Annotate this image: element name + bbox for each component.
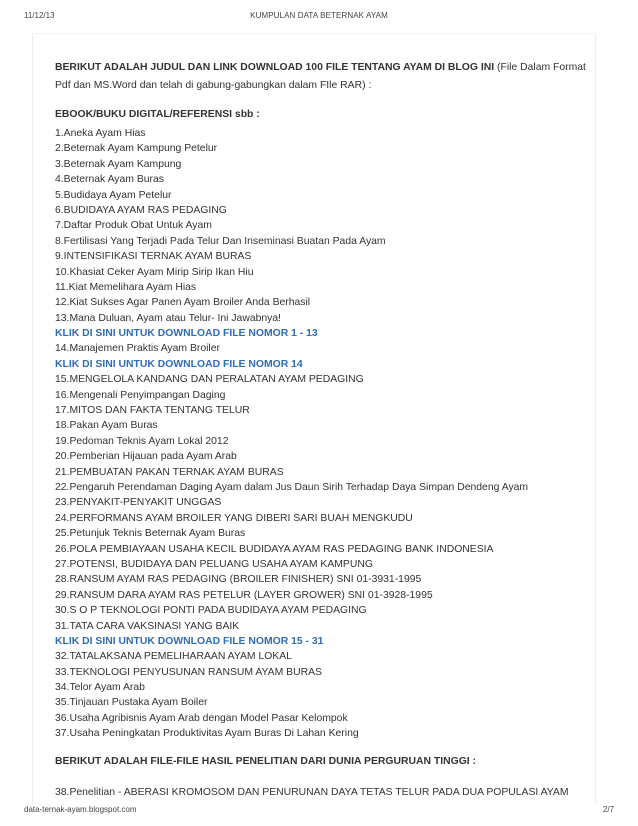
list-item: 37.Usaha Peningkatan Produktivitas Ayam Buras Di Lahan Kering xyxy=(55,728,359,740)
list-item: 4.Beternak Ayam Buras xyxy=(55,174,164,186)
page-number: 2/7 xyxy=(602,805,614,814)
footer-url: data-ternak-ayam.blogspot.com xyxy=(24,805,137,814)
download-link[interactable]: KLIK DI SINI UNTUK DOWNLOAD FILE NOMOR 14 xyxy=(55,358,303,370)
list-item: 35.Tinjauan Pustaka Ayam Boiler xyxy=(55,697,208,709)
print-title: KUMPULAN DATA BETERNAK AYAM xyxy=(250,11,388,20)
list-item: 9.INTENSIFIKASI TERNAK AYAM BURAS xyxy=(55,251,252,263)
list-item: 8.Fertilisasi Yang Terjadi Pada Telur Dan Inseminasi Buatan Pada Ayam xyxy=(55,235,386,247)
list-item: 22.Pengaruh Perendaman Daging Ayam dalam Jus Daun Sirih Terhadap Daya Simpan Dendeng Ayam xyxy=(55,481,529,493)
list-item: 11.Kiat Memelihara Ayam Hias xyxy=(55,281,197,293)
intro-bold: BERIKUT ADALAH JUDUL DAN LINK DOWNLOAD 100 FILE TENTANG AYAM DI BLOG INI xyxy=(55,62,495,73)
list-item: 1.Aneka Ayam Hias xyxy=(55,128,146,139)
list-item: 24.PERFORMANS AYAM BROILER YANG DIBERI SARI BUAH MENGKUDU xyxy=(55,512,413,524)
list-item: 19.Pedoman Teknis Ayam Lokal 2012 xyxy=(55,435,229,447)
intro-paragraph xyxy=(55,59,595,95)
section-gap xyxy=(55,773,595,785)
list-item: 2.Beternak Ayam Kampung Petelur xyxy=(55,143,218,155)
list-item: 29.RANSUM DARA AYAM RAS PETELUR (LAYER GROWER) SNI 01-3928-1995 xyxy=(55,589,433,601)
list-item: 28.RANSUM AYAM RAS PEDAGING (BROILER FINISHER) SNI 01-3931-1995 xyxy=(55,574,422,586)
list-item: 20.Pemberian Hijauan pada Ayam Arab xyxy=(55,451,237,463)
list-item: 3.Beternak Ayam Kampung xyxy=(55,158,182,170)
list-item: 16.Mengenali Penyimpangan Daging xyxy=(55,389,226,401)
list-item: 10.Khasiat Ceker Ayam Mirip Sirip Ikan Hiu xyxy=(55,266,254,278)
list-item: 27.POTENSI, BUDIDAYA DAN PELUANG USAHA AYAM KAMPUNG xyxy=(55,558,373,570)
list-item: 34.Telor Ayam Arab xyxy=(55,682,145,694)
list-item: 31.TATA CARA VAKSINASI YANG BAIK xyxy=(55,620,240,632)
section-gap xyxy=(55,742,595,754)
list-item: 7.Daftar Produk Obat Untuk Ayam xyxy=(55,220,212,232)
list-item: 18.Pakan Ayam Buras xyxy=(55,420,158,432)
print-header xyxy=(24,11,614,23)
list-item: 32.TATALAKSANA PEMELIHARAAN AYAM LOKAL xyxy=(55,651,292,663)
list-item: 15.MENGELOLA KANDANG DAN PERALATAN AYAM PEDAGING xyxy=(55,374,364,386)
download-link[interactable]: KLIK DI SINI UNTUK DOWNLOAD FILE NOMOR 1 - 13 xyxy=(55,328,318,340)
list-item: 6.BUDIDAYA AYAM RAS PEDAGING xyxy=(55,204,227,216)
list-item: 36.Usaha Agribisnis Ayam Arab dengan Model Pasar Kelompok xyxy=(55,712,348,724)
list-item: 26.POLA PEMBIAYAAN USAHA KECIL BUDIDAYA AYAM RAS PEDAGING BANK INDONESIA xyxy=(55,543,494,555)
print-date: 11/12/13 xyxy=(24,11,55,20)
research-list xyxy=(55,785,595,800)
list-item: 23.PENYAKIT-PENYAKIT UNGGAS xyxy=(55,497,222,509)
ebook-heading: EBOOK/BUKU DIGITAL/REFERENSI sbb : xyxy=(55,109,260,120)
list-item: 14.Manajemen Praktis Ayam Broiler xyxy=(55,343,220,355)
list-item: 25.Petunjuk Teknis Beternak Ayam Buras xyxy=(55,528,246,540)
list-item: 21.PEMBUATAN PAKAN TERNAK AYAM BURAS xyxy=(55,466,284,478)
list-item: 12.Kiat Sukses Agar Panen Ayam Broiler Anda Berhasil xyxy=(55,297,311,309)
download-link[interactable]: KLIK DI SINI UNTUK DOWNLOAD FILE NOMOR 15 - 31 xyxy=(55,635,324,647)
list-item: 33.TEKNOLOGI PENYUSUNAN RANSUM AYAM BURAS xyxy=(55,666,322,678)
list-item: 38.Penelitian - ABERASI KROMOSOM DAN PENURUNAN DAYA TETAS TELUR PADA DUA POPULASI AYAM xyxy=(55,786,569,798)
print-footer xyxy=(24,805,614,817)
intro-normal: (File Dalam Format Pdf dan MS.Word dan telah di gabung-gabungkan dalam FIle RAR) : xyxy=(55,62,586,91)
article-content xyxy=(55,59,595,800)
ebook-list xyxy=(55,126,595,742)
list-item: 5.Budidaya Ayam Petelur xyxy=(55,189,172,201)
list-item: 17.MITOS DAN FAKTA TENTANG TELUR xyxy=(55,405,250,417)
list-item: 13.Mana Duluan, Ayam atau Telur- Ini Jawabnya! xyxy=(55,312,282,324)
research-heading: BERIKUT ADALAH FILE-FILE HASIL PENELITIAN DARI DUNIA PERGURUAN TINGGI : xyxy=(55,755,477,767)
list-item: 30.S O P TEKNOLOGI PONTI PADA BUDIDAYA AYAM PEDAGING xyxy=(55,605,367,617)
